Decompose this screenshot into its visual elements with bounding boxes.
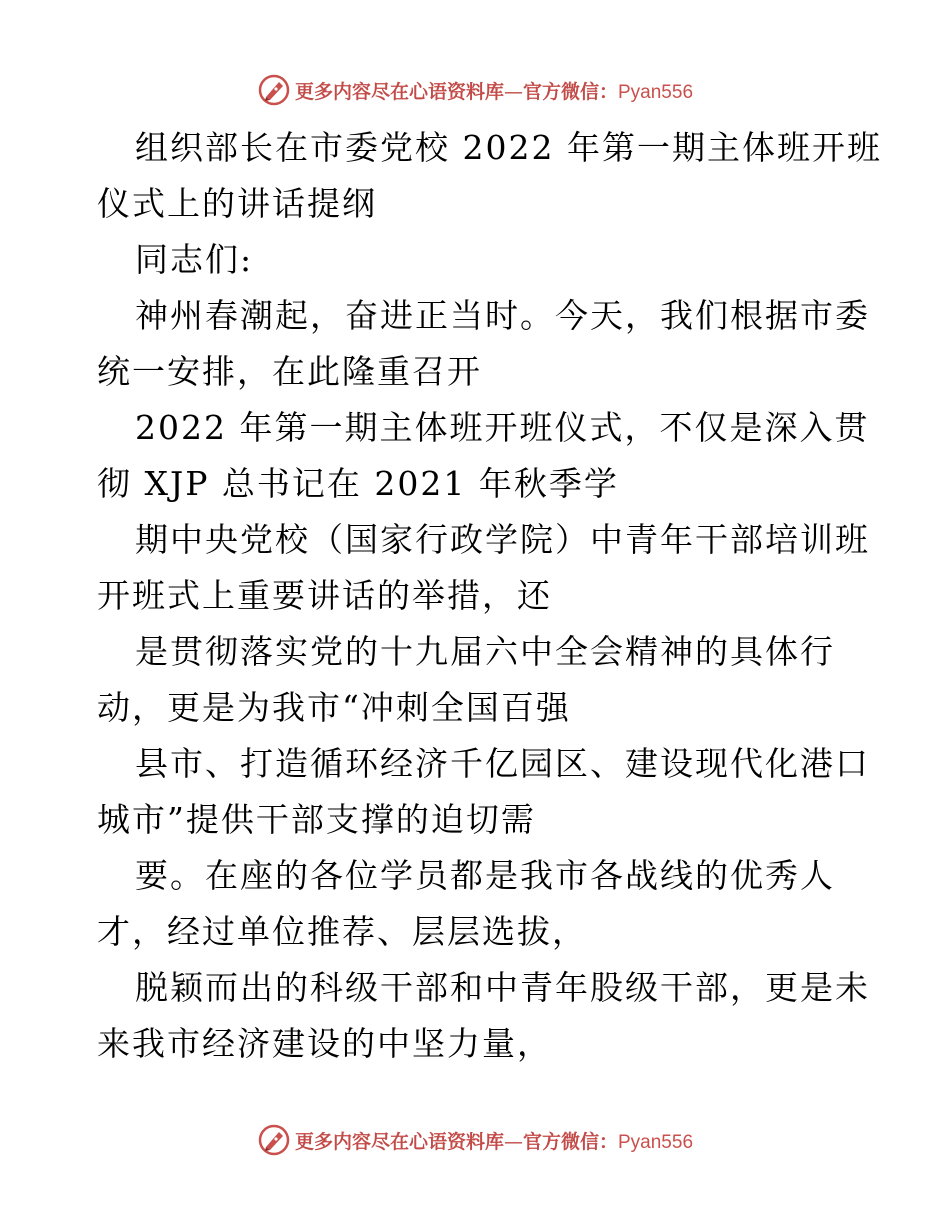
text-line: 2022 年第一期主体班开班仪式，不仅是深入贯: [135, 408, 870, 447]
watermark-text: [295, 1127, 693, 1154]
watermark-dash: —: [503, 1130, 523, 1153]
text-line: 彻 XJP 总书记在 2021 年秋季学: [97, 464, 619, 503]
text-line: 要。在座的各位学员都是我市各战线的优秀人: [135, 856, 835, 895]
text-line: 开班式上重要讲话的举措，还: [97, 576, 552, 615]
text-line: 神州春潮起，奋进正当时。今天，我们根据市委: [135, 296, 870, 335]
document-body: [97, 120, 882, 1072]
watermark-text: [295, 77, 693, 104]
watermark-id: Pyan556: [618, 81, 694, 103]
text-line: 才，经过单位推荐、层层选拔，: [97, 912, 587, 951]
text-line: 统一安排，在此隆重召开: [97, 352, 482, 391]
text-line: 脱颖而出的科级干部和中青年股级干部，更是未: [135, 968, 870, 1007]
text-line: 县市、打造循环经济千亿园区、建设现代化港口: [135, 744, 870, 783]
text-line: 组织部长在市委党校 2022 年第一期主体班开班: [135, 128, 882, 167]
pen-logo-icon: [257, 1123, 291, 1157]
pen-logo-icon: [257, 73, 291, 107]
text-line: 是贯彻落实党的十九届六中全会精神的具体行: [135, 632, 835, 671]
footer-watermark: [0, 1120, 950, 1160]
text-line: 动，更是为我市“冲刺全国百强: [97, 688, 571, 727]
text-line: 城市”提供干部支撑的迫切需: [97, 800, 536, 839]
watermark-suffix: 官方微信：: [522, 1130, 618, 1153]
watermark-main: 更多内容尽在心语资料库: [294, 80, 504, 103]
text-line: 来我市经济建设的中坚力量，: [97, 1024, 552, 1063]
text-line: 仪式上的讲话提纲: [97, 184, 377, 223]
header-watermark: [0, 70, 950, 110]
watermark-main: 更多内容尽在心语资料库: [294, 1130, 504, 1153]
watermark-id: Pyan556: [618, 1131, 694, 1153]
text-line: 同志们:: [135, 240, 254, 279]
text-line: 期中央党校（国家行政学院）中青年干部培训班: [135, 520, 870, 559]
watermark-dash: —: [503, 80, 523, 103]
watermark-suffix: 官方微信：: [522, 80, 618, 103]
